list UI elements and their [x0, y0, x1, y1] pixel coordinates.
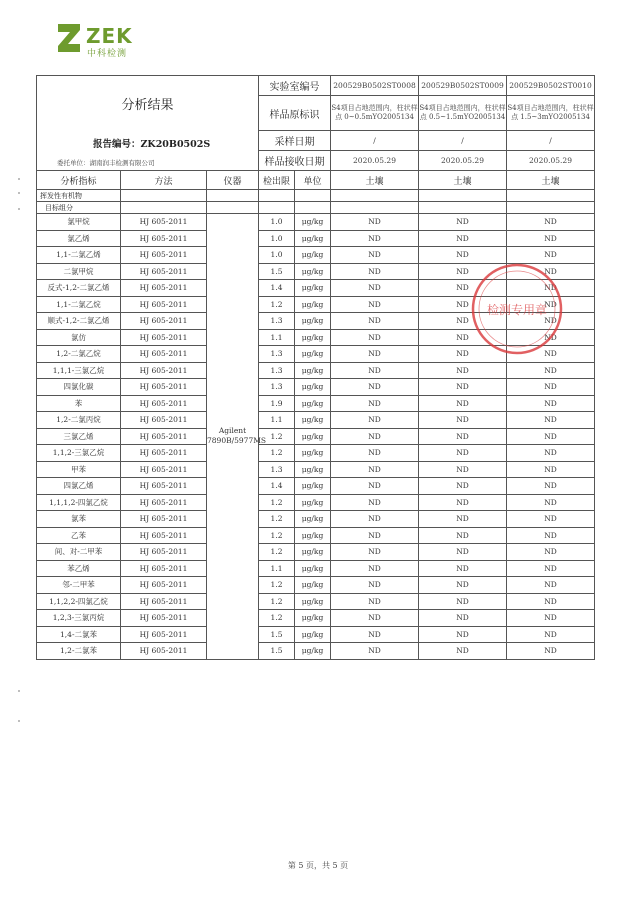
- result-cell: ND: [419, 428, 507, 445]
- method-cell: HJ 605-2011: [121, 461, 207, 478]
- result-cell: ND: [507, 280, 595, 297]
- result-cell: ND: [331, 379, 419, 396]
- sampling-date-label: 采样日期: [259, 131, 331, 151]
- unit-cell: μg/kg: [295, 511, 331, 528]
- unit-cell: μg/kg: [295, 379, 331, 396]
- result-cell: ND: [419, 346, 507, 363]
- result-cell: ND: [331, 610, 419, 627]
- method-cell: HJ 605-2011: [121, 329, 207, 346]
- detection-limit-cell: 1.1: [259, 329, 295, 346]
- unit-cell: μg/kg: [295, 247, 331, 264]
- result-cell: ND: [419, 461, 507, 478]
- sampling-date-sample-2: /: [419, 131, 507, 151]
- indicator-name: 反式-1,2-二氯乙烯: [37, 280, 121, 297]
- unit-cell: μg/kg: [295, 445, 331, 462]
- method-cell: HJ 605-2011: [121, 346, 207, 363]
- method-cell: HJ 605-2011: [121, 560, 207, 577]
- header-row-lab-number: [37, 76, 595, 96]
- detection-limit-cell: 1.5: [259, 263, 295, 280]
- result-cell: ND: [507, 544, 595, 561]
- result-cell: ND: [331, 362, 419, 379]
- indicator-name: 邻-二甲苯: [37, 577, 121, 594]
- indicator-name: 四氯化碳: [37, 379, 121, 396]
- table-row: [37, 478, 595, 495]
- indicator-name: 氯苯: [37, 511, 121, 528]
- result-cell: ND: [419, 247, 507, 264]
- indicator-name: 1,1-二氯乙烷: [37, 296, 121, 313]
- detection-limit-cell: 1.9: [259, 395, 295, 412]
- indicator-name: 1,1,1-三氯乙烷: [37, 362, 121, 379]
- table-row: [37, 494, 595, 511]
- result-cell: ND: [419, 379, 507, 396]
- result-cell: ND: [331, 346, 419, 363]
- result-cell: ND: [419, 560, 507, 577]
- indicator-name: 乙苯: [37, 527, 121, 544]
- result-cell: ND: [331, 461, 419, 478]
- empty-cell: [507, 202, 595, 214]
- result-cell: ND: [419, 626, 507, 643]
- result-cell: ND: [419, 395, 507, 412]
- page-footer: 第 5 页，共 5 页: [287, 861, 349, 870]
- section-label: 挥发性有机物: [37, 190, 121, 202]
- result-cell: ND: [507, 313, 595, 330]
- table-row: [37, 544, 595, 561]
- lab-number-sample-2: 200529B0502ST0009: [419, 76, 507, 96]
- indicator-name: 苯: [37, 395, 121, 412]
- detection-limit-cell: 1.3: [259, 461, 295, 478]
- detection-limit-cell: 1.1: [259, 412, 295, 429]
- result-cell: ND: [331, 280, 419, 297]
- unit-cell: μg/kg: [295, 643, 331, 660]
- unit-cell: μg/kg: [295, 346, 331, 363]
- result-cell: ND: [507, 412, 595, 429]
- sample-id-sample-3: S4项目占地范围内，柱状样点 1.5~3mYO2005134: [507, 96, 595, 131]
- indicator-name: 氯仿: [37, 329, 121, 346]
- column-header-indicator: 分析指标: [37, 171, 121, 190]
- result-cell: ND: [419, 593, 507, 610]
- result-cell: ND: [331, 214, 419, 231]
- detection-limit-cell: 1.2: [259, 445, 295, 462]
- result-cell: ND: [507, 296, 595, 313]
- result-cell: ND: [331, 643, 419, 660]
- table-row: [37, 214, 595, 231]
- result-cell: ND: [507, 461, 595, 478]
- sample-id-sample-2: S4项目占地范围内，柱状样点 0.5~1.5mYO2005134: [419, 96, 507, 131]
- sampling-date-sample-1: /: [331, 131, 419, 151]
- result-cell: ND: [419, 230, 507, 247]
- receive-date-sample-1: 2020.05.29: [331, 151, 419, 171]
- method-cell: HJ 605-2011: [121, 643, 207, 660]
- result-cell: ND: [507, 560, 595, 577]
- report-title-block: [37, 76, 259, 171]
- result-cell: ND: [507, 511, 595, 528]
- result-cell: ND: [331, 296, 419, 313]
- table-row: [37, 626, 595, 643]
- detection-limit-cell: 1.3: [259, 362, 295, 379]
- column-header-matrix-1: 土壤: [331, 171, 419, 190]
- result-cell: ND: [419, 313, 507, 330]
- table-row: [37, 643, 595, 660]
- table-row: [37, 280, 595, 297]
- empty-cell: [507, 190, 595, 202]
- method-cell: HJ 605-2011: [121, 610, 207, 627]
- result-cell: ND: [507, 577, 595, 594]
- receive-date-label: 样品接收日期: [259, 151, 331, 171]
- scan-dot: [18, 720, 20, 722]
- result-cell: ND: [507, 362, 595, 379]
- result-cell: ND: [507, 610, 595, 627]
- empty-cell: [331, 190, 419, 202]
- method-cell: HJ 605-2011: [121, 527, 207, 544]
- method-cell: HJ 605-2011: [121, 395, 207, 412]
- column-header-instrument: 仪器: [207, 171, 259, 190]
- table-row: [37, 296, 595, 313]
- result-cell: ND: [507, 395, 595, 412]
- result-cell: ND: [419, 643, 507, 660]
- detection-limit-cell: 1.2: [259, 610, 295, 627]
- report-number: 报告编号：ZK20B0502S: [93, 139, 211, 150]
- table-row: [37, 577, 595, 594]
- method-cell: HJ 605-2011: [121, 280, 207, 297]
- unit-cell: μg/kg: [295, 428, 331, 445]
- indicator-name: 1,1,2-三氯乙烷: [37, 445, 121, 462]
- result-cell: ND: [419, 610, 507, 627]
- result-cell: ND: [419, 263, 507, 280]
- result-cell: ND: [331, 478, 419, 495]
- result-cell: ND: [419, 280, 507, 297]
- table-row: [37, 263, 595, 280]
- table-row: [37, 511, 595, 528]
- unit-cell: μg/kg: [295, 461, 331, 478]
- result-cell: ND: [419, 412, 507, 429]
- result-cell: ND: [507, 593, 595, 610]
- empty-cell: [419, 202, 507, 214]
- result-cell: ND: [331, 329, 419, 346]
- empty-cell: [295, 202, 331, 214]
- table-row: [37, 560, 595, 577]
- result-cell: ND: [419, 511, 507, 528]
- result-cell: ND: [331, 395, 419, 412]
- detection-limit-cell: 1.4: [259, 280, 295, 297]
- unit-cell: μg/kg: [295, 478, 331, 495]
- method-cell: HJ 605-2011: [121, 379, 207, 396]
- column-header-method: 方法: [121, 171, 207, 190]
- table-row: [37, 230, 595, 247]
- unit-cell: μg/kg: [295, 494, 331, 511]
- lab-number-label: 实验室编号: [259, 76, 331, 96]
- column-header-matrix-3: 土壤: [507, 171, 595, 190]
- result-cell: ND: [331, 247, 419, 264]
- result-cell: ND: [419, 362, 507, 379]
- indicator-name: 氯甲烷: [37, 214, 121, 231]
- result-cell: ND: [419, 478, 507, 495]
- result-cell: ND: [507, 445, 595, 462]
- indicator-name: 苯乙烯: [37, 560, 121, 577]
- sample-id-label: 样品原标识: [259, 96, 331, 131]
- detection-limit-cell: 1.5: [259, 643, 295, 660]
- unit-cell: μg/kg: [295, 329, 331, 346]
- detection-limit-cell: 1.2: [259, 527, 295, 544]
- lab-number-sample-3: 200529B0502ST0010: [507, 76, 595, 96]
- scan-dot: [18, 690, 20, 692]
- table-row: [37, 428, 595, 445]
- result-cell: ND: [419, 577, 507, 594]
- method-cell: HJ 605-2011: [121, 577, 207, 594]
- scan-dot: [18, 208, 20, 210]
- result-cell: ND: [331, 511, 419, 528]
- client-name: 委托单位：湖南润丰检测有限公司: [57, 159, 155, 167]
- unit-cell: μg/kg: [295, 544, 331, 561]
- detection-limit-cell: 1.5: [259, 626, 295, 643]
- method-cell: HJ 605-2011: [121, 214, 207, 231]
- result-cell: ND: [507, 527, 595, 544]
- table-row: [37, 395, 595, 412]
- detection-limit-cell: 1.2: [259, 494, 295, 511]
- result-cell: ND: [331, 230, 419, 247]
- subsection-label: 目标组分: [37, 202, 121, 214]
- result-cell: ND: [331, 560, 419, 577]
- result-cell: ND: [331, 412, 419, 429]
- indicator-name: 三氯乙烯: [37, 428, 121, 445]
- detection-limit-cell: 1.0: [259, 230, 295, 247]
- table-row: [37, 247, 595, 264]
- table-row: [37, 329, 595, 346]
- column-header-row: [37, 171, 595, 190]
- table-row: [37, 593, 595, 610]
- detection-limit-cell: 1.2: [259, 511, 295, 528]
- indicator-name: 1,1-二氯乙烯: [37, 247, 121, 264]
- company-logo: [56, 22, 156, 60]
- detection-limit-cell: 1.0: [259, 247, 295, 264]
- empty-cell: [121, 202, 207, 214]
- table-row: [37, 379, 595, 396]
- column-header-detection-limit: 检出限: [259, 171, 295, 190]
- unit-cell: μg/kg: [295, 412, 331, 429]
- subsection-row: [37, 202, 595, 214]
- detection-limit-cell: 1.1: [259, 560, 295, 577]
- detection-limit-cell: 1.2: [259, 296, 295, 313]
- indicator-name: 1,2-二氯丙烷: [37, 412, 121, 429]
- result-cell: ND: [331, 313, 419, 330]
- result-cell: ND: [419, 329, 507, 346]
- indicator-name: 氯乙烯: [37, 230, 121, 247]
- result-cell: ND: [331, 577, 419, 594]
- detection-limit-cell: 1.4: [259, 478, 295, 495]
- result-cell: ND: [507, 643, 595, 660]
- unit-cell: μg/kg: [295, 280, 331, 297]
- result-cell: ND: [507, 379, 595, 396]
- empty-cell: [207, 202, 259, 214]
- result-cell: ND: [507, 230, 595, 247]
- method-cell: HJ 605-2011: [121, 478, 207, 495]
- method-cell: HJ 605-2011: [121, 230, 207, 247]
- sampling-date-sample-3: /: [507, 131, 595, 151]
- result-cell: ND: [507, 494, 595, 511]
- column-header-matrix-2: 土壤: [419, 171, 507, 190]
- result-cell: ND: [331, 263, 419, 280]
- unit-cell: μg/kg: [295, 313, 331, 330]
- receive-date-sample-3: 2020.05.29: [507, 151, 595, 171]
- method-cell: HJ 605-2011: [121, 263, 207, 280]
- result-cell: ND: [507, 626, 595, 643]
- result-cell: ND: [419, 527, 507, 544]
- empty-cell: [259, 190, 295, 202]
- lab-number-sample-1: 200529B0502ST0008: [331, 76, 419, 96]
- result-cell: ND: [419, 214, 507, 231]
- detection-limit-cell: 1.0: [259, 214, 295, 231]
- receive-date-sample-2: 2020.05.29: [419, 151, 507, 171]
- unit-cell: μg/kg: [295, 395, 331, 412]
- result-cell: ND: [507, 478, 595, 495]
- table-row: [37, 346, 595, 363]
- result-cell: ND: [419, 494, 507, 511]
- result-cell: ND: [507, 329, 595, 346]
- table-row: [37, 610, 595, 627]
- logo-tagline: 中科检测: [87, 49, 128, 59]
- unit-cell: μg/kg: [295, 610, 331, 627]
- indicator-name: 1,2,3-三氯丙烷: [37, 610, 121, 627]
- sample-id-sample-1: S4项目占地范围内，柱状样点 0~0.5mYO2005134: [331, 96, 419, 131]
- unit-cell: μg/kg: [295, 626, 331, 643]
- detection-limit-cell: 1.2: [259, 577, 295, 594]
- unit-cell: μg/kg: [295, 263, 331, 280]
- empty-cell: [331, 202, 419, 214]
- svg-text:检测专用章: 检测专用章: [486, 303, 548, 317]
- unit-cell: μg/kg: [295, 527, 331, 544]
- result-cell: ND: [331, 544, 419, 561]
- empty-cell: [207, 190, 259, 202]
- detection-limit-cell: 1.2: [259, 593, 295, 610]
- indicator-name: 顺式-1,2-二氯乙烯: [37, 313, 121, 330]
- result-cell: ND: [331, 527, 419, 544]
- result-cell: ND: [419, 296, 507, 313]
- indicator-name: 二氯甲烷: [37, 263, 121, 280]
- result-cell: ND: [331, 428, 419, 445]
- result-cell: ND: [507, 214, 595, 231]
- unit-cell: μg/kg: [295, 230, 331, 247]
- unit-cell: μg/kg: [295, 362, 331, 379]
- unit-cell: μg/kg: [295, 577, 331, 594]
- empty-cell: [121, 190, 207, 202]
- indicator-name: 间、对-二甲苯: [37, 544, 121, 561]
- method-cell: HJ 605-2011: [121, 511, 207, 528]
- method-cell: HJ 605-2011: [121, 626, 207, 643]
- empty-cell: [295, 190, 331, 202]
- result-cell: ND: [419, 544, 507, 561]
- analysis-results-table: [36, 75, 595, 660]
- result-cell: ND: [507, 428, 595, 445]
- indicator-name: 1,4-二氯苯: [37, 626, 121, 643]
- result-cell: ND: [507, 263, 595, 280]
- method-cell: HJ 605-2011: [121, 296, 207, 313]
- table-row: [37, 313, 595, 330]
- indicator-name: 甲苯: [37, 461, 121, 478]
- table-row: [37, 461, 595, 478]
- indicator-name: 1,1,2,2-四氯乙烷: [37, 593, 121, 610]
- result-cell: ND: [507, 346, 595, 363]
- section-row: [37, 190, 595, 202]
- method-cell: HJ 605-2011: [121, 494, 207, 511]
- empty-cell: [259, 202, 295, 214]
- method-cell: HJ 605-2011: [121, 428, 207, 445]
- indicator-name: 四氯乙烯: [37, 478, 121, 495]
- result-cell: ND: [507, 247, 595, 264]
- result-cell: ND: [419, 445, 507, 462]
- result-cell: ND: [331, 445, 419, 462]
- result-cell: ND: [331, 626, 419, 643]
- method-cell: HJ 605-2011: [121, 362, 207, 379]
- result-cell: ND: [331, 494, 419, 511]
- table-row: [37, 527, 595, 544]
- unit-cell: μg/kg: [295, 296, 331, 313]
- method-cell: HJ 605-2011: [121, 593, 207, 610]
- detection-limit-cell: 1.3: [259, 313, 295, 330]
- instrument-cell: Agilent 7890B/5977MS: [207, 214, 259, 660]
- empty-cell: [419, 190, 507, 202]
- logo-brand: ZEK: [86, 24, 133, 48]
- logo-mark-icon: [56, 22, 84, 54]
- report-title: 分析结果: [121, 98, 174, 113]
- scan-dot: [18, 178, 20, 180]
- unit-cell: μg/kg: [295, 593, 331, 610]
- method-cell: HJ 605-2011: [121, 313, 207, 330]
- method-cell: HJ 605-2011: [121, 412, 207, 429]
- indicator-name: 1,1,1,2-四氯乙烷: [37, 494, 121, 511]
- unit-cell: μg/kg: [295, 560, 331, 577]
- method-cell: HJ 605-2011: [121, 445, 207, 462]
- detection-limit-cell: 1.2: [259, 428, 295, 445]
- table-row: [37, 412, 595, 429]
- method-cell: HJ 605-2011: [121, 247, 207, 264]
- table-row: [37, 445, 595, 462]
- result-cell: ND: [331, 593, 419, 610]
- table-row: [37, 362, 595, 379]
- indicator-name: 1,2-二氯乙烷: [37, 346, 121, 363]
- column-header-unit: 单位: [295, 171, 331, 190]
- detection-limit-cell: 1.3: [259, 379, 295, 396]
- scan-dot: [18, 192, 20, 194]
- indicator-name: 1,2-二氯苯: [37, 643, 121, 660]
- unit-cell: μg/kg: [295, 214, 331, 231]
- detection-limit-cell: 1.2: [259, 544, 295, 561]
- detection-limit-cell: 1.3: [259, 346, 295, 363]
- method-cell: HJ 605-2011: [121, 544, 207, 561]
